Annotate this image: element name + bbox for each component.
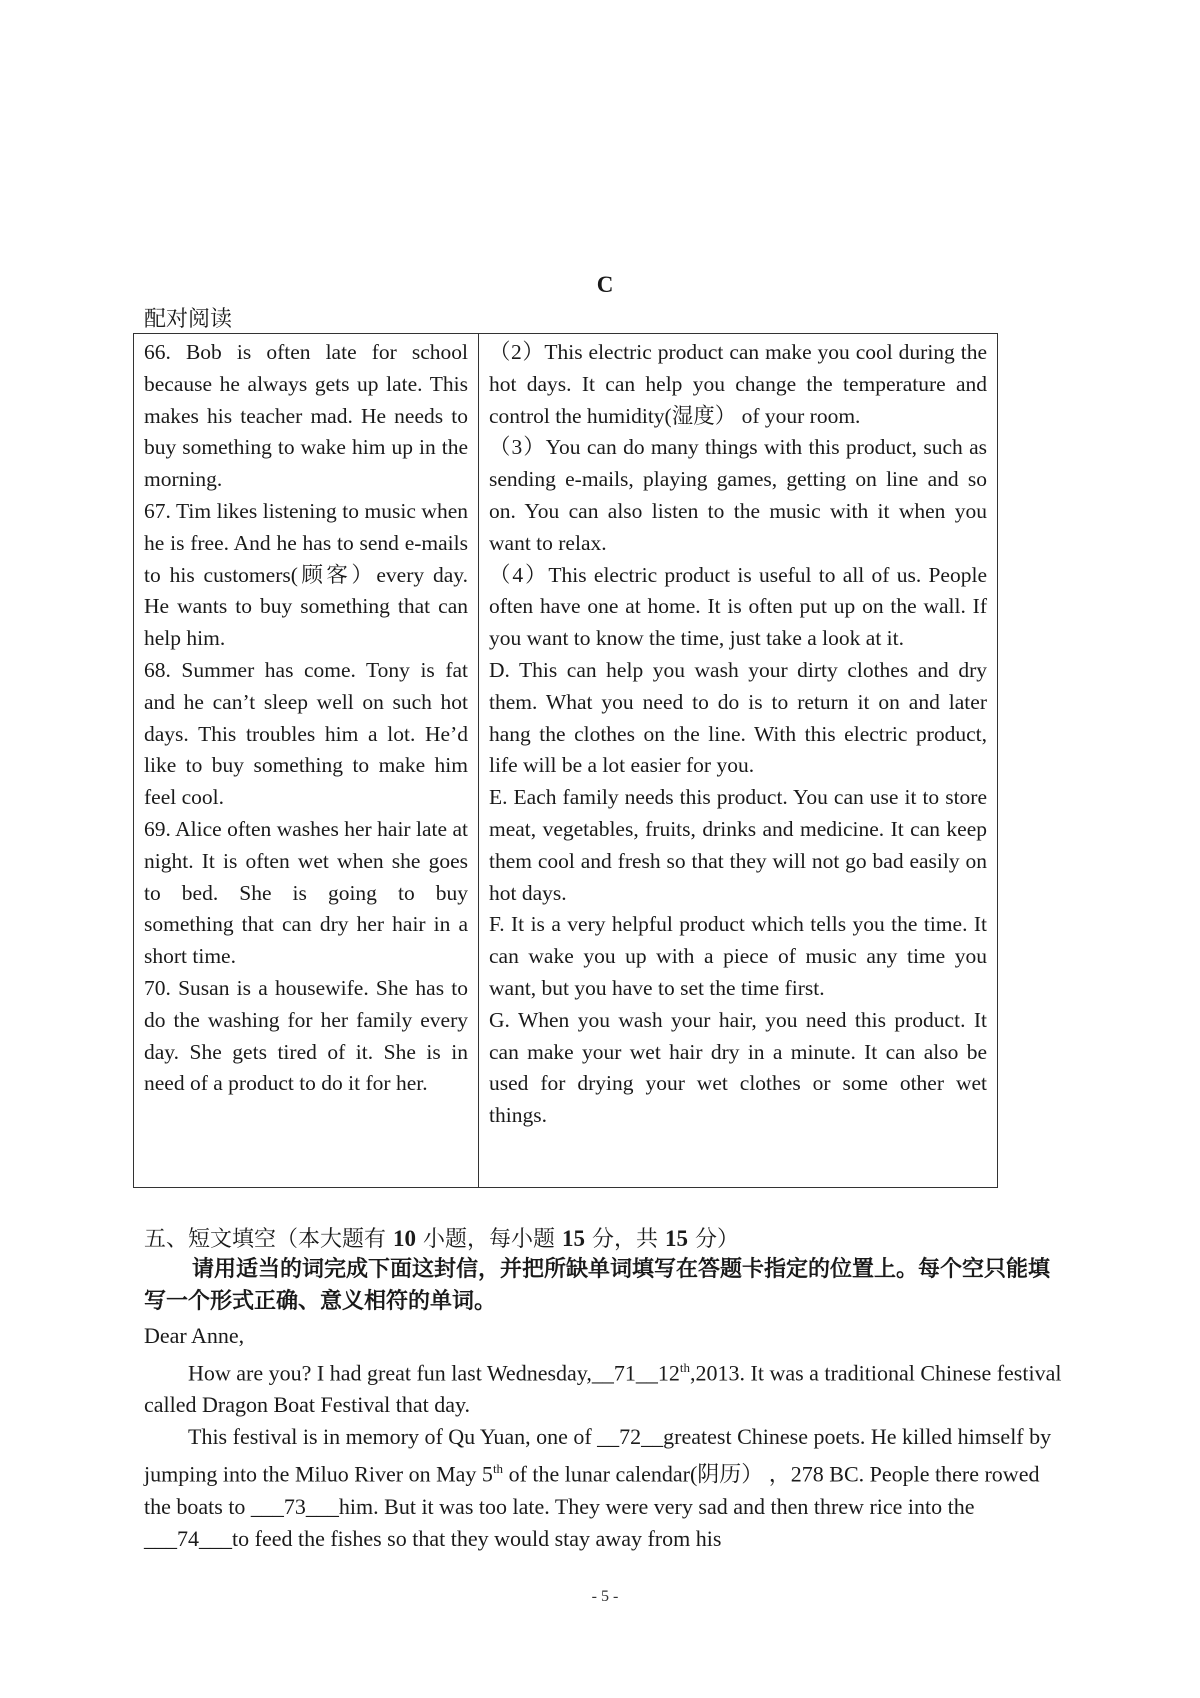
- letter-paragraph: How are you? I had great fun last Wednesday,__71__12th,2013. It was a traditional Chinese festival called Dragon Boat Festival that day.: [144, 1360, 1062, 1418]
- product-item: （4）This electric product is useful to all of us. People often have one at home. It is often put up on the wall. If you want to know the time, just take a look at it.: [489, 562, 987, 651]
- matching-table: [133, 333, 998, 1188]
- product-item: D. This can help you wash your dirty clothes and dry them. What you need to do is to return it on and later hang the clothes on the line. With this electric product, life will be a lot easier for you.: [489, 657, 987, 778]
- people-column: [134, 334, 479, 1187]
- person-item: 70. Susan is a housewife. She has to do the washing for her family every day. She gets tired of it. She is in need of a product to do it for her.: [144, 975, 468, 1096]
- product-item: F. It is a very helpful product which tells you the time. It can wake you up with a piece of music any time you want, but you have to set the time first.: [489, 912, 987, 1000]
- product-item: （3）You can do many things with this product, such as sending e-mails, playing games, getting on line and so on. You can also listen to the music with it when you want to relax.: [489, 435, 987, 555]
- product-item: E. Each family needs this product. You can use it to store meat, vegetables, fruits, drinks and medicine. It can keep them cool and fresh so that they will not go bad easily on hot days.: [489, 785, 987, 905]
- cloze-section-header: 五、短文填空（本大题有 10 小题，每小题 15 分，共 15 分）: [144, 1226, 739, 1252]
- person-item: 67. Tim likes listening to music when he is free. And he has to send e-mails to his customers(顾客）every day. He wants to buy something that can help him.: [144, 498, 468, 651]
- letter-greeting: Dear Anne,: [144, 1323, 245, 1348]
- section-title: 配对阅读: [144, 307, 233, 332]
- cloze-instruction: 请用适当的词完成下面这封信，并把所缺单词填写在答题卡指定的位置上。每个空只能填写一个形式正确、意义相符的单词。: [144, 1257, 1051, 1314]
- person-item: 66. Bob is often late for school because he always gets up late. This makes his teacher mad. He needs to buy something to wake him up in the morning.: [144, 340, 468, 492]
- person-item: 68. Summer has come. Tony is fat and he can’t sleep well on such hot days. This troubles him a lot. He’d like to buy something to make him feel cool.: [144, 657, 468, 810]
- product-item: （2）This electric product can make you cool during the hot days. It can help you change the temperature and control the humidity(湿度） of your room.: [489, 340, 987, 428]
- cloze-letter: [144, 1320, 1064, 1555]
- page-number: - 5 -: [591, 1588, 619, 1605]
- section-letter: C: [596, 272, 614, 297]
- letter-paragraph: This festival is in memory of Qu Yuan, one of __72__greatest Chinese poets. He killed himself by jumping into the Miluo River on May 5th of the lunar calendar(阴历） ，278 BC. People there rowed the boats to ___73___him. But it was too late. They were very sad and then threw rice into the ___74___to feed the fishes so that they would stay away from his: [144, 1424, 1052, 1551]
- person-item: 69. Alice often washes her hair late at night. It is often wet when she goes to bed. She is going to buy something that can dry her hair in a short time.: [144, 816, 468, 969]
- products-column: [479, 334, 997, 1187]
- product-item: G. When you wash your hair, you need this product. It can make your wet hair dry in a minute. It can also be used for drying your wet clothes or some other wet things.: [489, 1007, 987, 1128]
